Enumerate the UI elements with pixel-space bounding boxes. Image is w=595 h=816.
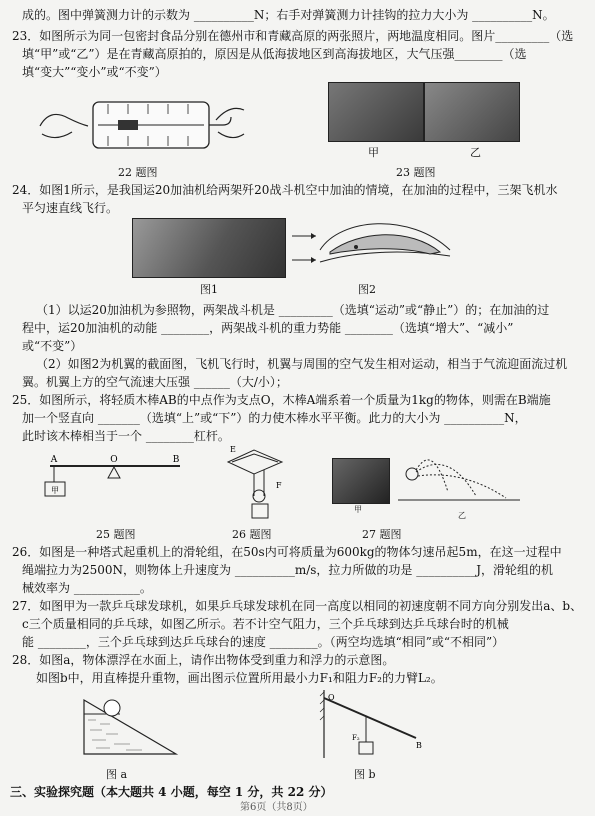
q28-line-1: 28．如图a，物体漂浮在水面上，请作出物体受到重力和浮力的示意图。 — [12, 653, 395, 667]
q24-sub1-line-1: （1）以运20加油机为参照物，两架战斗机是 _________（选填“运动”或“静止”）的；在加油的过 — [36, 303, 550, 317]
fig27-label-jia: 甲 — [354, 505, 362, 514]
fig25-caption: 25 题图 — [96, 528, 136, 541]
fig28b-caption: 图 b — [354, 768, 376, 781]
fig23-label-jia: 甲 — [368, 146, 379, 159]
trajectory-figure — [396, 452, 522, 510]
fig23-caption: 23 题图 — [396, 166, 436, 179]
crane-label-e: E — [230, 445, 236, 454]
fig28a-caption: 图 a — [106, 768, 128, 781]
q27-line-3: 能 ________，三个乒乓球到达乒乓球台的速度 ________。（两空均选填“相同”或“不相同”） — [22, 635, 505, 649]
fig27-caption: 27 题图 — [362, 528, 402, 541]
q23-line-1: 23．如图所示为同一包密封食品分别在德州市和青藏高原的两张照片，两地温度相同。图片_________（选 — [12, 29, 574, 43]
stick-label-o: O — [328, 693, 335, 702]
fig22-caption: 22 题图 — [118, 166, 158, 179]
q25-line-1: 25．如图所示，将轻质木棒AB的中点作为支点O，木棒A端系着一个质量为1kg的物体，则需在B端施 — [12, 393, 551, 407]
stick-lever-figure — [318, 688, 428, 764]
refueling-photo — [132, 218, 286, 278]
fig24-2-caption: 图2 — [358, 283, 376, 296]
q28-line-2: 如图b中，用直棒提升重物，画出图示位置所用最小力F₁和阻力F₂的力臂L₂。 — [36, 671, 443, 685]
lever-weight-label: 甲 — [51, 486, 59, 495]
lever-label-b: B — [172, 455, 180, 465]
stick-label-b: B — [416, 741, 422, 750]
stick-label-f2: F₂ — [352, 734, 360, 742]
ping-pong-launcher-photo — [332, 458, 390, 504]
lever-figure — [40, 454, 190, 514]
spring-scale-figure — [38, 96, 248, 156]
q24-line-1: 24．如图1所示，是我国运20加油机给两架歼20战斗机空中加油的情境，在加油的过程中，三架飞机水 — [12, 183, 558, 197]
q26-line-1: 26．如图是一种塔式起重机上的滑轮组，在50s内可将质量为600kg的物体匀速吊起5m，在这一过程中 — [12, 545, 562, 559]
q24-sub2-line-1: （2）如图2为机翼的截面图，飞机飞行时，机翼与周围的空气发生相对运动，相当于气流迎面流过机 — [36, 357, 568, 371]
q24-line-2: 平匀速直线飞行。 — [22, 201, 119, 215]
q26-line-3: 械效率为 ___________。 — [22, 581, 152, 595]
q23-line-2: 填“甲”或“乙”）是在青藏高原拍的，原因是从低海拔地区到高海拔地区，大气压强________（选 — [22, 47, 527, 61]
fig27-label-yi: 乙 — [458, 511, 466, 520]
q24-sub2-line-2: 翼。机翼上方的空气流速大压强 ______（大/小）； — [22, 375, 288, 389]
lever-label-a: A — [50, 455, 58, 465]
q24-sub1-line-3: 或“不变”） — [22, 339, 83, 353]
page-footer: 第6页（共8页） — [240, 802, 313, 813]
q25-line-2: 加一个竖直向 _______（选填“上”或“下”）的力使木棒水平平衡。此力的大小为 __________N， — [22, 411, 527, 425]
q25-line-3: 此时该木棒相当于一个 ________杠杆。 — [22, 429, 230, 443]
photo-yi-sealed-food — [424, 82, 520, 142]
fig23-label-yi: 乙 — [470, 146, 481, 159]
q27-line-1: 27．如图甲为一款乒乓球发球机，如果乒乓球发球机在同一高度以相同的初速度朝不同方向分别发出a、b、 — [12, 599, 583, 613]
lever-label-o: O — [110, 455, 118, 465]
section-heading: 三、实验探究题（本大题共 4 小题，每空 1 分，共 22 分） — [10, 785, 333, 799]
photo-jia-sealed-food — [328, 82, 424, 142]
fig24-1-caption: 图1 — [200, 283, 218, 296]
crane-pulley-figure — [224, 444, 288, 524]
q27-line-2: c三个质量相同的乒乓球，如图乙所示。若不计空气阻力，三个乒乓球到达乒乓球台时的机械 — [22, 617, 509, 631]
crane-label-f: F — [276, 481, 282, 490]
q26-line-2: 绳端拉力为2500N，则物体上升速度为 __________m/s，拉力所做的功是 __________J，滑轮组的机 — [22, 563, 554, 577]
fig26-caption: 26 题图 — [232, 528, 272, 541]
wing-cross-section-figure — [290, 216, 458, 278]
q24-sub1-line-2: 程中，运20加油机的动能 ________，两架战斗机的重力势能 ________（选填“增大”、“减小” — [22, 321, 514, 335]
q23-line-3: 填“变大”“变小”或“不变”） — [22, 65, 167, 79]
floating-object-figure — [80, 690, 180, 760]
q22-answer-line: 成的。图中弹簧测力计的示数为 __________N；右手对弹簧测力计挂钩的拉力大小为 __________N。 — [22, 8, 555, 22]
